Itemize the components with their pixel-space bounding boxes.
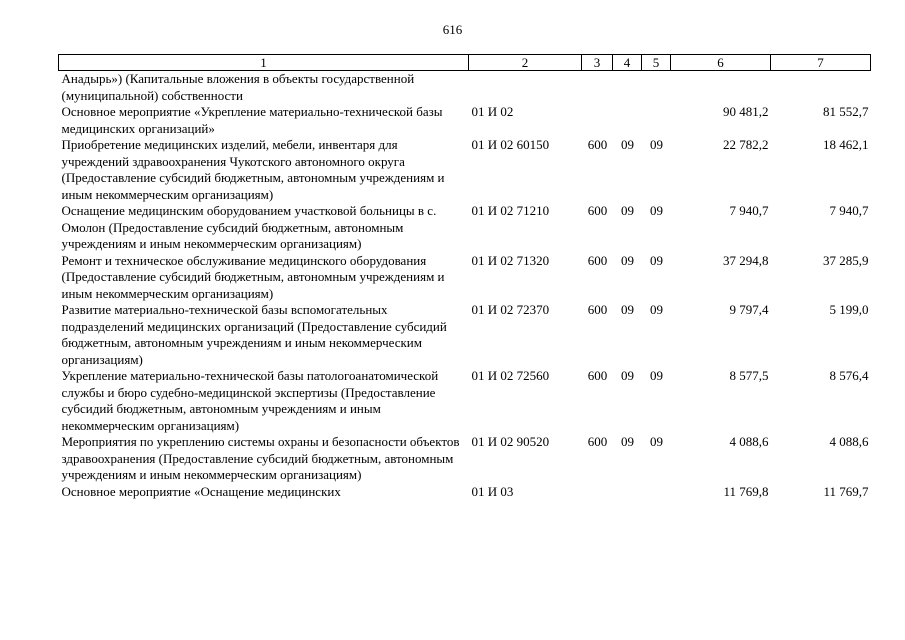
table-row — [59, 104, 871, 137]
row-col4: 09 — [621, 368, 634, 383]
table-row — [59, 484, 871, 501]
row-description: Основное мероприятие «Оснащение медицинских — [61, 483, 341, 499]
row-col4: 09 — [621, 252, 634, 268]
row-col3: 600 — [587, 302, 608, 317]
row-col5: 09 — [650, 302, 663, 317]
row-col4 — [613, 71, 642, 105]
page-number: 616 — [442, 22, 463, 37]
row-code: 01 И 02 72370 — [471, 302, 550, 317]
row-amount-7: 8 576,4 — [829, 368, 869, 383]
column-header: 7 — [771, 55, 871, 71]
row-col5: 09 — [650, 203, 663, 218]
row-amount-6: 22 782,2 — [723, 137, 769, 152]
row-description: Анадырь») (Капитальные вложения в объекты государственной (муниципальной) собственности — [61, 71, 415, 103]
row-col5: 09 — [650, 252, 663, 268]
row-amount-6 — [671, 71, 771, 105]
row-code: 01 И 02 — [471, 104, 514, 119]
table-row — [59, 71, 871, 105]
row-amount-7: 18 462,1 — [823, 137, 869, 152]
row-col3 — [582, 104, 613, 137]
row-code: 01 И 02 72560 — [471, 368, 550, 383]
row-amount-7: 5 199,0 — [829, 302, 869, 317]
row-col4: 09 — [621, 203, 634, 218]
column-header: 5 — [642, 55, 671, 71]
row-amount-7: 37 285,9 — [823, 252, 869, 268]
row-col5: 09 — [650, 137, 663, 152]
budget-table — [58, 54, 871, 500]
column-header: 2 — [469, 55, 582, 71]
row-col5 — [642, 104, 671, 137]
row-col3 — [582, 484, 613, 501]
row-amount-6: 7 940,7 — [729, 203, 769, 218]
row-col4: 09 — [621, 302, 634, 317]
row-amount-6: 11 769,8 — [723, 483, 769, 499]
row-code — [469, 71, 582, 105]
row-code: 01 И 03 — [471, 483, 514, 499]
row-amount-6: 37 294,8 — [723, 252, 769, 268]
row-amount-7 — [771, 71, 871, 105]
column-header-row — [59, 55, 871, 71]
row-col5 — [642, 484, 671, 501]
table-row — [59, 302, 871, 368]
row-amount-7: 4 088,6 — [829, 434, 869, 449]
row-col4: 09 — [621, 434, 634, 449]
row-code: 01 И 02 60150 — [471, 137, 550, 152]
row-description: Оснащение медицинским оборудованием участковой больницы в с. Омолон (Предоставление субсидий бюджетным, автономным учреждениям и иным некоммерческим организациям) — [61, 203, 437, 251]
row-code: 01 И 02 90520 — [471, 434, 550, 449]
row-col3: 600 — [587, 252, 608, 268]
row-description: Приобретение медицинских изделий, мебели, инвентаря для учреждений здравоохранения Чукотского автономного округа (Предоставление субсидий бюджетным, автономным учреждениям и иным некоммерческим организациям) — [61, 137, 445, 202]
row-col5 — [642, 71, 671, 105]
column-header: 3 — [582, 55, 613, 71]
row-description: Ремонт и техническое обслуживание медицинского оборудования (Предоставление субсидий бюджетным, автономным учреждениям и иным некоммерческим организациям) — [61, 252, 445, 301]
table-row — [59, 253, 871, 303]
row-description: Развитие материально-технической базы вспомогательных подразделений медицинских организаций (Предоставление субсидий бюджетным, автономным учреждениям и иным некоммерческим организациям) — [61, 302, 447, 367]
row-amount-7: 11 769,7 — [823, 483, 869, 499]
row-amount-6: 4 088,6 — [729, 434, 769, 449]
row-col3: 600 — [587, 137, 608, 152]
row-code: 01 И 02 71320 — [471, 252, 550, 268]
column-header: 4 — [613, 55, 642, 71]
table-row — [59, 434, 871, 484]
row-col3: 600 — [587, 203, 608, 218]
column-header: 1 — [59, 55, 469, 71]
row-col4 — [613, 104, 642, 137]
row-col5: 09 — [650, 434, 663, 449]
row-amount-7: 7 940,7 — [829, 203, 869, 218]
row-amount-6: 9 797,4 — [729, 302, 769, 317]
row-col5: 09 — [650, 368, 663, 383]
table-row — [59, 137, 871, 203]
row-amount-7: 81 552,7 — [823, 104, 869, 119]
row-col4: 09 — [621, 137, 634, 152]
row-col3: 600 — [587, 434, 608, 449]
table-row — [59, 368, 871, 434]
row-description: Мероприятия по укреплению системы охраны и безопасности объектов здравоохранения (Предоставление субсидий бюджетным, автономным учреждениям и иным некоммерческим организациям) — [61, 434, 460, 482]
row-amount-6: 90 481,2 — [723, 104, 769, 119]
row-amount-6: 8 577,5 — [729, 368, 769, 383]
table-row — [59, 203, 871, 253]
column-header: 6 — [671, 55, 771, 71]
row-col4 — [613, 484, 642, 501]
row-description: Укрепление материально-технической базы патологоанатомической службы и бюро судебно-медицинской экспертизы (Предоставление субсидий бюджетным, автономным учреждениям и иным некоммерческим организациям) — [61, 368, 439, 433]
row-col3: 600 — [587, 368, 608, 383]
row-code: 01 И 02 71210 — [471, 203, 550, 218]
row-description: Основное мероприятие «Укрепление материально-технической базы медицинских организаций» — [61, 104, 443, 136]
row-col3 — [582, 71, 613, 105]
